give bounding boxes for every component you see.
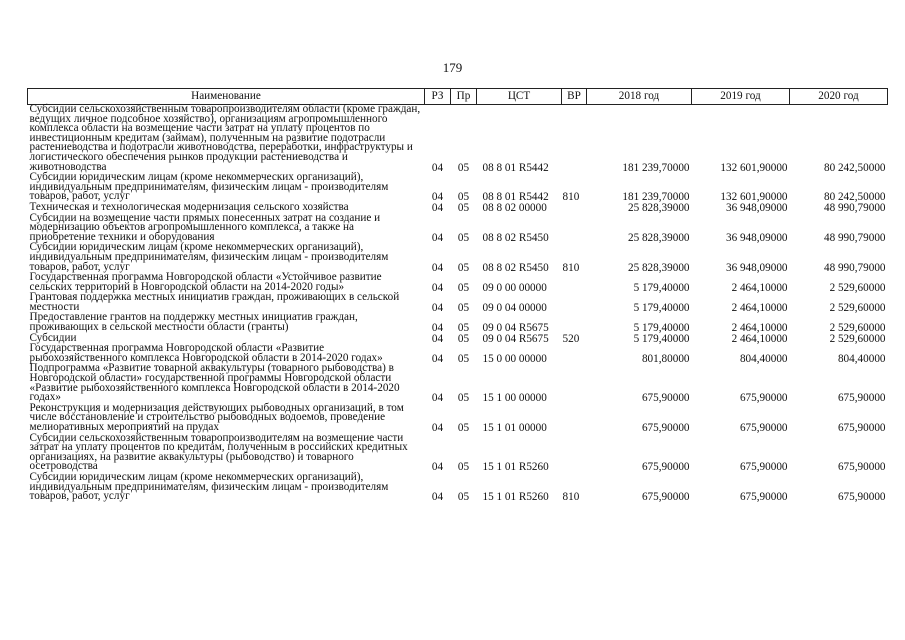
table-row: [28, 273, 888, 293]
row-cst: 08 8 01 R5442: [482, 191, 549, 204]
row-value-2020: 2 529,60000: [829, 332, 886, 345]
row-value-2020: 675,90000: [837, 461, 886, 474]
row-value-2019: 2 464,10000: [731, 322, 788, 335]
row-value-2019: 132 601,90000: [720, 161, 788, 174]
row-rz: 04: [431, 261, 444, 274]
row-rz: 04: [431, 332, 444, 345]
row-value-2018: 5 179,40000: [633, 332, 690, 345]
row-value-2019: 36 948,09000: [725, 231, 788, 244]
row-vr: [562, 364, 587, 403]
row-value-2018: 801,80000: [641, 352, 690, 365]
table-row: [28, 243, 888, 273]
row-rz: 04: [431, 422, 444, 434]
row-cst: 09 0 04 00000: [482, 301, 547, 314]
row-value-2020: 2 529,60000: [829, 322, 886, 335]
table-row: [28, 313, 888, 333]
header-cst: ЦСТ: [477, 89, 562, 105]
row-pr: 05: [457, 461, 470, 474]
row-cst: 09 0 00 00000: [482, 281, 547, 294]
row-pr: 05: [457, 332, 470, 345]
row-rz: 04: [431, 231, 444, 244]
header-2019: 2019 год: [692, 89, 790, 105]
row-value-2019: 675,90000: [739, 392, 788, 405]
row-pr: 05: [457, 392, 470, 405]
row-vr: [562, 203, 587, 214]
row-cst: 15 1 01 R5260: [482, 461, 549, 474]
row-rz: 04: [431, 352, 444, 365]
table-body: [28, 105, 888, 503]
table-row: [28, 173, 888, 203]
row-cst: 15 0 00 00000: [482, 352, 547, 365]
table-row: [28, 293, 888, 313]
row-name: Техническая и технологическая модернизация сельского хозяйства: [29, 200, 349, 213]
row-pr: 05: [457, 491, 470, 504]
row-value-2020: 2 529,60000: [829, 281, 886, 294]
header-2020: 2020 год: [790, 89, 888, 105]
row-rz: 04: [431, 392, 444, 405]
row-cst: 08 8 02 R5450: [482, 261, 549, 274]
row-value-2018: 675,90000: [641, 461, 690, 474]
row-value-2019: 36 948,09000: [725, 201, 788, 214]
row-value-2019: 2 464,10000: [731, 332, 788, 345]
header-name: Наименование: [28, 89, 425, 105]
row-pr: 05: [457, 161, 470, 174]
row-value-2020: 804,40000: [837, 352, 886, 365]
budget-table: [27, 88, 888, 503]
row-value-2019: 132 601,90000: [720, 191, 788, 204]
table-row: [28, 214, 888, 244]
row-value-2020: 48 990,79000: [823, 201, 886, 214]
row-name: Грантовая поддержка местных инициатив граждан, проживающих в сельской местности: [29, 291, 400, 313]
row-name: Государственная программа Новгородской области «Развитие рыбохозяйственного комплекса Новгородской области в 2014-2020 годах»: [29, 342, 383, 364]
row-cst: 08 8 01 R5442: [482, 161, 549, 174]
row-pr: 05: [457, 261, 470, 274]
row-cst: 09 0 04 R5675: [482, 332, 549, 345]
row-value-2018: 5 179,40000: [633, 281, 690, 294]
row-value-2020: 48 990,79000: [823, 261, 886, 274]
row-pr: 05: [457, 191, 470, 204]
row-value-2020: 675,90000: [837, 392, 886, 405]
row-pr: 05: [457, 322, 470, 335]
row-rz: 04: [431, 301, 444, 314]
row-name: Субсидии юридическим лицам (кроме некоммерческих организаций), индивидуальным предпринимателям, физическим лицам - производителям товаров, работ, услуг: [29, 470, 389, 503]
row-vr: [562, 105, 587, 174]
header-vr: ВР: [562, 89, 587, 105]
row-value-2020: 675,90000: [837, 422, 886, 434]
row-value-2020: 2 529,60000: [829, 301, 886, 314]
row-value-2018: 25 828,39000: [627, 201, 690, 214]
row-rz: 04: [431, 201, 444, 214]
row-value-2020: 80 242,50000: [823, 161, 886, 174]
row-value-2019: 36 948,09000: [725, 261, 788, 274]
row-name: Подпрограмма «Развитие товарной аквакультуры (товарного рыбоводства) в Новгородской области» государственной программы Новгородской области «Развитие рыбохозяйственного комплекса Новгородской области в 2014-2020 годах»: [29, 362, 400, 404]
row-name: Предоставление грантов на поддержку местных инициатив граждан, проживающих в сельской местности области (гранты): [29, 311, 358, 334]
table-row: [28, 473, 888, 503]
row-value-2018: 25 828,39000: [627, 261, 690, 274]
row-name: Субсидии: [29, 331, 77, 344]
row-cst: 08 8 02 00000: [482, 201, 547, 214]
row-cst: 08 8 02 R5450: [482, 231, 549, 244]
row-vr: [562, 273, 587, 293]
row-name: Субсидии сельскохозяйственным товаропроизводителям на возмещение части затрат на уплату процентов по кредитам, полученным в российских кредитных организациях, на развитие аквакультуры (рыбоводство) и товарного осетроводства: [29, 431, 408, 473]
row-cst: 09 0 04 R5675: [482, 322, 549, 335]
row-value-2018: 5 179,40000: [633, 322, 690, 335]
row-cst: 15 1 01 R5260: [482, 491, 549, 504]
row-pr: 05: [457, 352, 470, 365]
row-vr: [562, 344, 587, 364]
row-vr: [562, 293, 587, 313]
row-name: Субсидии юридическим лицам (кроме некоммерческих организаций), индивидуальным предпринимателям, физическим лицам - производителям товаров, работ, услуг: [29, 241, 389, 273]
table-row: [28, 364, 888, 403]
row-rz: 04: [431, 322, 444, 335]
row-name: Реконструкция и модернизация действующих рыбоводных организаций, в том числе восстановление и строительство рыбоводных водоемов, проведение мелиоративных мероприятий на прудах: [29, 401, 404, 433]
row-pr: 05: [457, 231, 470, 244]
row-vr: 810: [562, 261, 580, 274]
row-vr: [562, 404, 587, 434]
row-pr: 05: [457, 281, 470, 294]
table-row: [28, 105, 888, 174]
row-pr: 05: [457, 301, 470, 314]
row-name: Субсидии юридическим лицам (кроме некоммерческих организаций), индивидуальным предпринимателям, физическим лицам - производителям товаров, работ, услуг: [29, 171, 389, 203]
row-value-2018: 25 828,39000: [627, 231, 690, 244]
row-rz: 04: [431, 491, 444, 504]
row-value-2020: 675,90000: [837, 491, 886, 504]
row-vr: [562, 313, 587, 333]
row-value-2018: 675,90000: [641, 491, 690, 504]
table-row: [28, 344, 888, 364]
row-rz: 04: [431, 161, 444, 174]
row-name: Государственная программа Новгородской области «Устойчивое развитие сельских территорий в Новгородской области на 2014-2020 годы»: [29, 271, 382, 293]
row-value-2019: 675,90000: [739, 461, 788, 474]
row-rz: 04: [431, 461, 444, 474]
header-pr: Пр: [451, 89, 477, 105]
row-name: Субсидии сельскохозяйственным товаропроизводителям области (кроме граждан, ведущих личное подсобное хозяйство), организациям агропромышленного комплекса области на возмещение части затрат на уплату процентов по инвестиционным кредитам (займам), полученным на развитие подотрасли растениеводства и подотрасли животноводства, переработки, инфраструктуры и логистического обеспечения рынков продукции растениеводства и животноводства: [29, 103, 421, 173]
header-2018: 2018 год: [587, 89, 692, 105]
table-row: [28, 434, 888, 473]
row-value-2019: 2 464,10000: [731, 301, 788, 314]
row-vr: 520: [562, 332, 580, 345]
row-rz: 04: [431, 281, 444, 294]
row-value-2020: 48 990,79000: [823, 231, 886, 244]
row-value-2019: 2 464,10000: [731, 281, 788, 294]
row-value-2019: 804,40000: [739, 352, 788, 365]
row-value-2018: 181 239,70000: [622, 191, 690, 204]
row-value-2020: 80 242,50000: [823, 191, 886, 204]
row-pr: 05: [457, 422, 470, 434]
row-cst: 15 1 00 00000: [482, 392, 547, 405]
row-vr: [562, 434, 587, 473]
table-row: [28, 404, 888, 434]
row-value-2018: 675,90000: [641, 392, 690, 405]
row-cst: 15 1 01 00000: [482, 422, 547, 434]
row-rz: 04: [431, 191, 444, 204]
row-vr: 810: [562, 491, 580, 504]
row-name: Субсидии на возмещение части прямых понесенных затрат на создание и модернизацию объектов агропромышленного комплекса, а также на приобретение техники и оборудования: [29, 211, 381, 243]
row-vr: 810: [562, 191, 580, 204]
header-rz: РЗ: [425, 89, 451, 105]
row-vr: [562, 214, 587, 244]
row-value-2018: 181 239,70000: [622, 161, 690, 174]
row-value-2018: 675,90000: [641, 422, 690, 434]
row-value-2019: 675,90000: [739, 422, 788, 434]
row-pr: 05: [457, 201, 470, 214]
page-number: 179: [442, 60, 463, 75]
row-value-2019: 675,90000: [739, 491, 788, 504]
row-value-2018: 5 179,40000: [633, 301, 690, 314]
